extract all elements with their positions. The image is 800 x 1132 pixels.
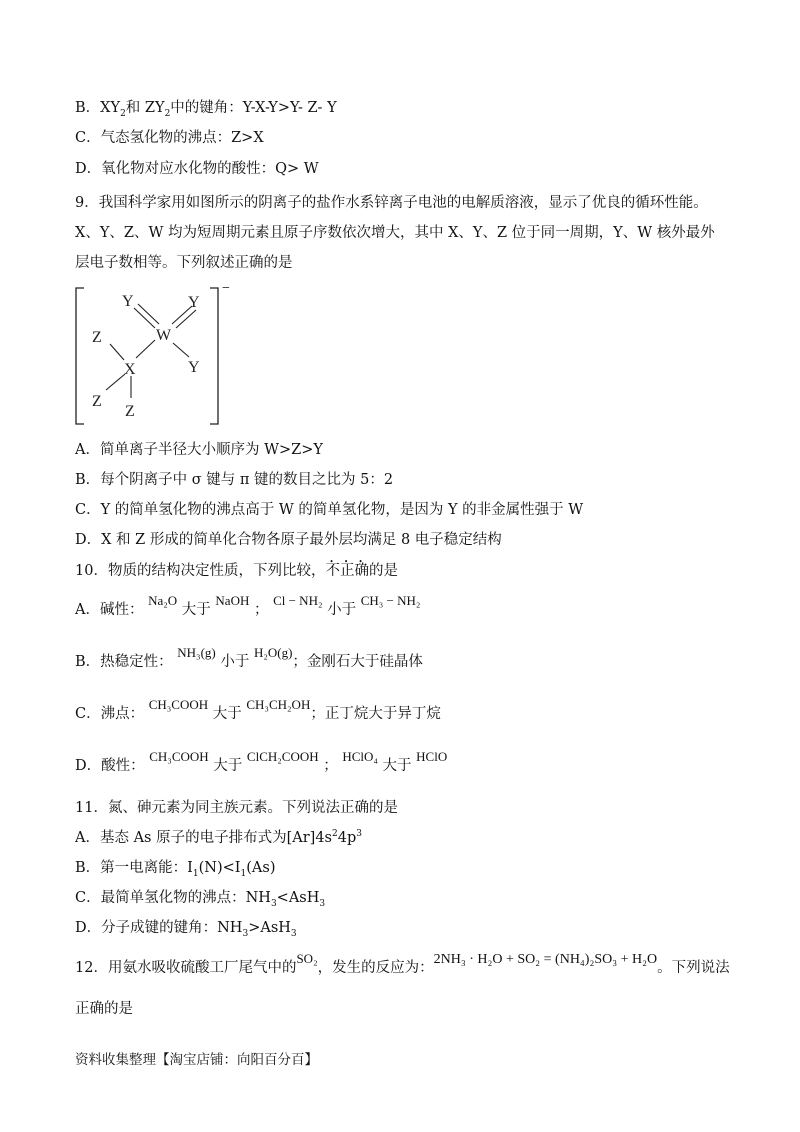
q9-stem: 9．我国科学家用如图所示的阴离子的盐作水系锌离子电池的电解质溶液，显示了优良的循环性能。X、Y、Z、W 均为短周期元素且原子序数依次增大，其中 X、Y、Z 位于同一周期，Y、W 核外最外层电子数相等。下列叙述正确的是 xyxy=(75,195,715,271)
q12-stem-line1: 12．用氨水吸收硫酸工厂尾气中的SO₂，发生的反应为：2NH₃ · H₂O + SO₂ = (NH₄)₂SO₃ + H₂O。下列说法 xyxy=(75,951,730,976)
q8-option-c: C．气态氢化物的沸点：Z>X xyxy=(75,130,264,146)
atom-z: Z xyxy=(92,329,102,346)
q10-option-a: A．碱性： Na₂O 大于 NaOH ； Cl − NH₂ 小于 CH₃ − NH₂ xyxy=(75,593,421,618)
atom-y: Y xyxy=(122,293,134,310)
q9-option-b: B．每个阴离子中 σ 键与 π 键的数目之比为 5：2 xyxy=(75,472,394,488)
q11-option-c: C．最简单氢化物的沸点：$NH_3<AsH_3$ xyxy=(75,890,326,909)
q8-option-d: D．氧化物对应水化物的酸性：Q> W xyxy=(75,161,319,177)
page-footer: 资料收集整理【淘宝店铺：向阳百分百】 xyxy=(75,1052,318,1068)
atom-x: X xyxy=(124,361,136,378)
q9-option-c: C．Y 的简单氢化物的沸点高于 W 的简单氢化物，是因为 Y 的非金属性强于 W xyxy=(75,502,584,518)
charge-label: − xyxy=(222,281,230,296)
q9-option-d: D．X 和 Z 形成的简单化合物各原子最外层均满足 8 电子稳定结构 xyxy=(75,532,502,548)
atom-y: Y xyxy=(188,294,200,311)
right-bracket xyxy=(210,288,218,424)
q10-option-d: D．酸性： CH₃COOH 大于 ClCH₂COOH ； HClO₄ 大于 HClO xyxy=(75,749,448,774)
left-bracket xyxy=(76,288,84,424)
anion-structure-diagram xyxy=(70,280,240,430)
atom-w: W xyxy=(156,327,172,344)
q11-option-a: A．基态 As 原子的电子排布式为$[Ar]4s^24p^3$ xyxy=(75,829,362,846)
q10-option-b: B．热稳定性： NH₃(g) 小于 H₂O(g)；金刚石大于硅晶体 xyxy=(75,645,423,670)
q11-option-b: B．第一电离能：$I_1(N)<I_1(As)$ xyxy=(75,860,276,879)
q12-stem-line2: 正确的是 xyxy=(75,1001,133,1017)
atom-y: Y xyxy=(188,359,200,376)
q9-option-a: A．简单离子半径大小顺序为 W>Z>Y xyxy=(75,442,323,458)
q10-option-c: C．沸点： CH₃COOH 大于 CH₃CH₂OH；正丁烷大于异丁烷 xyxy=(75,697,441,722)
q11-stem: 11．氮、砷元素为同主族元素。下列说法正确的是 xyxy=(75,800,398,816)
atom-z: Z xyxy=(125,403,135,420)
atom-z: Z xyxy=(92,393,102,410)
q10-stem: 10．物质的结构决定性质，下列比较，不正确的是 xyxy=(75,563,398,579)
q8-option-b: B．$XY_2$和 $ZY_2$中的键角：Y-X-Y>Y- Z- Y xyxy=(75,100,337,119)
q11-option-d: D．分子成键的键角：$NH_3>AsH_3$ xyxy=(75,920,297,939)
